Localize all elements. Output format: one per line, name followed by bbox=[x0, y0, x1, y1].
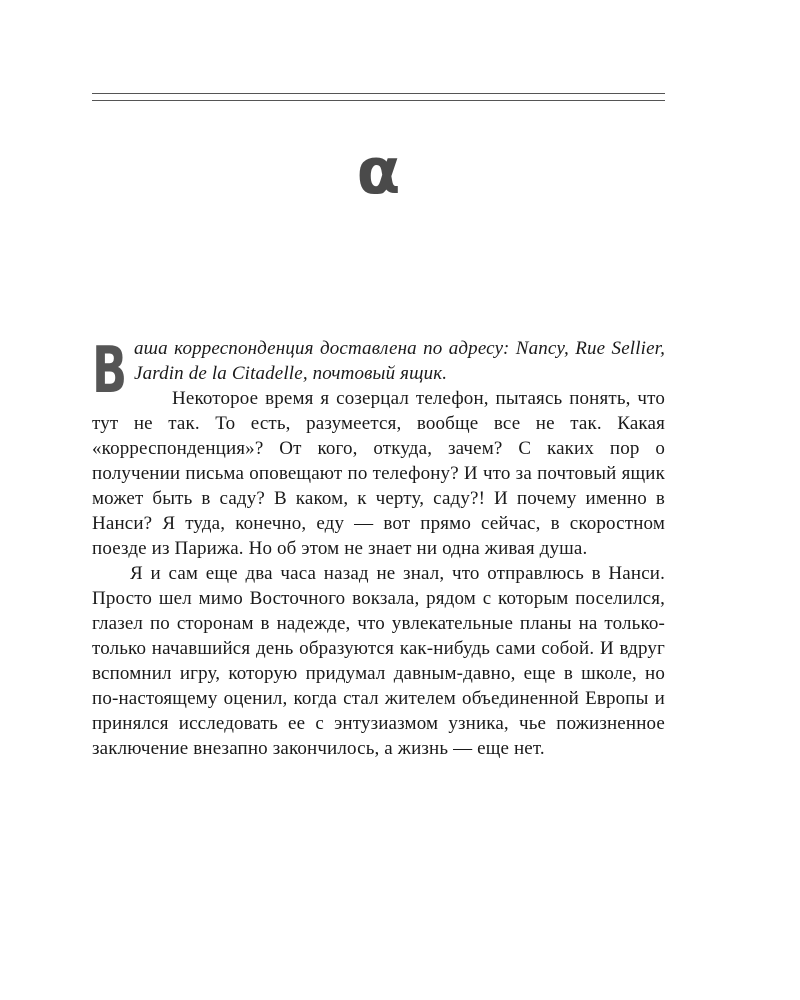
paragraph: Я и сам еще два часа назад не знал, что отправлюсь в Нанси. Просто шел мимо Восточного вокзала, рядом с которым поселился, глазел по сторонам в надежде, что увлекательные планы на только-только начавшийся день образуются как-нибудь сами собой. И вдруг вспомнил игру, которую придумал давным-давно, еще в школе, но по-настоящему оценил, когда стал жителем объединенной Европы и принялся исследовать ее с энтузиазмом узника, чье пожизненное заключение внезапно закончилось, а жизнь — еще нет. bbox=[92, 563, 665, 759]
chapter-body bbox=[92, 336, 665, 761]
opening-paragraph bbox=[92, 334, 665, 408]
header-double-rule bbox=[92, 93, 665, 101]
paragraph: Некоторое время я созерцал телефон, пытаясь понять, что тут не так. То есть, разумеется, вообще все не так. Какая «корреспонденция»? От кого, откуда, зачем? С каких пор о получении письма оповещают по телефону? И что за почтовый ящик может быть в саду? В каком, к черту, саду?! И почему именно в Нанси? Я туда, конечно, еду — вот прямо сейчас, в скоростном поезде из Парижа. Но об этом не знает ни одна живая душа. bbox=[92, 388, 665, 559]
drop-cap: В bbox=[92, 334, 128, 408]
chapter-mark: α bbox=[356, 135, 401, 209]
opening-text: аша корреспонденция доставлена по адресу: Nancy, Rue Sellier, Jardin de la Citadelle, почтовый ящик. bbox=[134, 338, 665, 384]
